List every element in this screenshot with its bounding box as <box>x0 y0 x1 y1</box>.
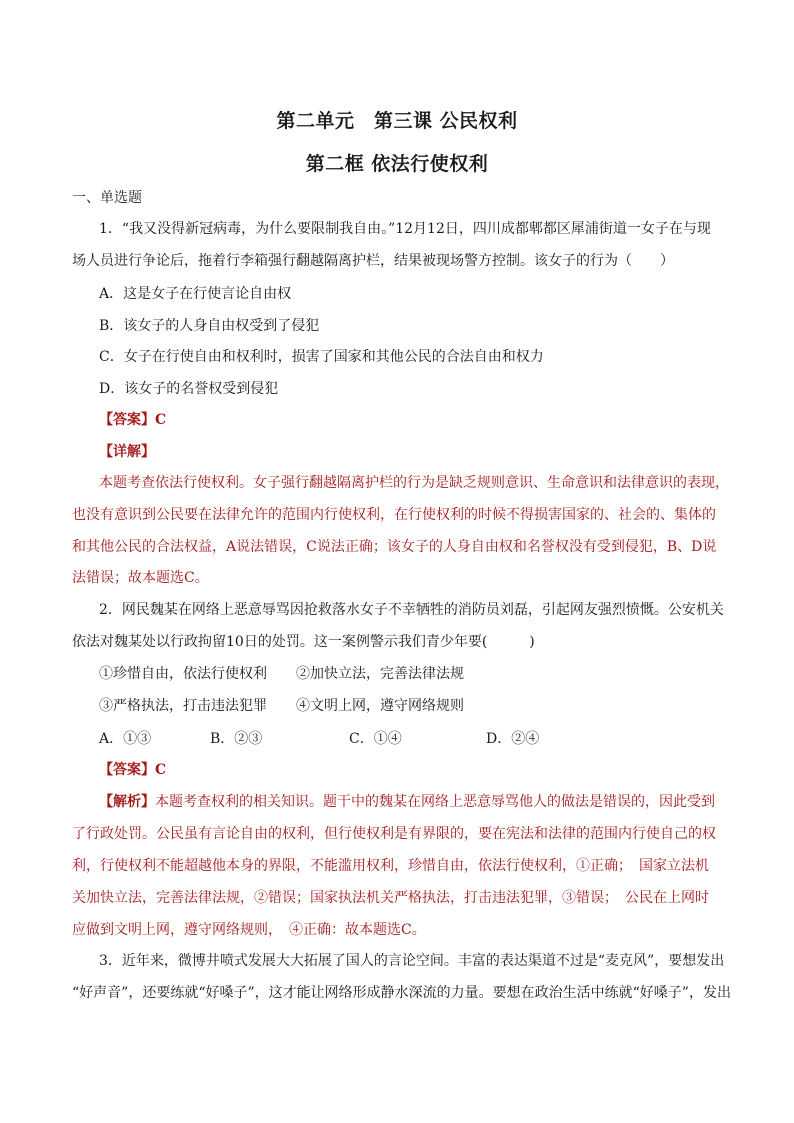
q1-detail-label: 【详解】 <box>99 444 155 460</box>
q2-answer: 【答案】C <box>99 762 167 778</box>
q3-stem-line: 3．近年来，微博井喷式发展大大拓展了国人的言论空间。丰富的表达渠道不过是“麦克风”，要想发出 <box>99 953 725 969</box>
q2-item-1: ①珍惜自由，依法行使权利 <box>99 666 267 682</box>
q1-answer: 【答案】C <box>99 412 167 428</box>
q2-analysis-line: 本题考查权利的相关知识。题干中的魏某在网络上恶意辱骂他人的做法是错误的，因此受到 <box>155 794 715 810</box>
q2-analysis-label: 【解析】 <box>99 794 155 810</box>
q1-detail-line: 也没有意识到公民要在法律允许的范围内行使权利，在行使权利的时候不得损害国家的、社会的、集体的 <box>72 507 716 523</box>
q2-item-3: ③严格执法，打击违法犯罪 <box>99 698 267 714</box>
q2-analysis-line: 了行政处罚。公民虽有言论自由的权利，但行使权利是有界限的，要在宪法和法律的范围内行使自己的权 <box>72 826 716 842</box>
q2-item-4: ④文明上网，遵守网络规则 <box>296 698 464 714</box>
q2-stem-line: 依法对魏某处以行政拘留10日的处罚。这一案例警示我们青少年要( ) <box>72 634 535 650</box>
q2-choice-c: C．①④ <box>349 731 402 747</box>
q2-analysis-line: 应做到文明上网，遵守网络规则， ④正确：故本题选C。 <box>72 922 426 938</box>
q2-stem-line: 2．网民魏某在网络上恶意辱骂因抢救落水女子不幸牺牲的消防员刘磊，引起网友强烈愤慨。公安机关 <box>99 602 724 618</box>
q1-option-d: D．该女子的名誉权受到侵犯 <box>99 381 279 397</box>
q2-item-2: ②加快立法，完善法律法规 <box>296 666 464 682</box>
q2-analysis-line: 利，行使权利不能超越他本身的界限，不能滥用权利，珍惜自由，依法行使权利，①正确； 国家立法机 <box>72 858 709 874</box>
unit-title: 第二单元 第三课 公民权利 <box>276 110 518 132</box>
q2-choice-d: D．②④ <box>486 731 540 747</box>
q3-stem-line: “好声音”，还要练就“好嗓子”，这才能让网络形成静水深流的力量。要想在政治生活中练就“好嗓子”，发出 <box>72 985 731 1001</box>
q1-option-b: B．该女子的人身自由权受到了侵犯 <box>99 318 320 334</box>
section-heading: 一、单选题 <box>72 190 142 206</box>
q2-analysis-first-line <box>99 792 732 812</box>
q1-detail-line: 本题考查依法行使权利。女子强行翻越隔离护栏的行为是缺乏规则意识、生命意识和法律意识的表现， <box>99 475 729 491</box>
q2-choice-b: B．②③ <box>210 731 263 747</box>
q1-detail-line: 和其他公民的合法权益，A说法错误，C说法正确；该女子的人身自由权和名誉权没有受到侵犯，B、D说 <box>72 539 717 555</box>
lesson-title: 第二框 依法行使权利 <box>305 153 489 175</box>
q1-option-a: A．这是女子在行使言论自由权 <box>99 286 292 302</box>
q1-option-c: C．女子在行使自由和权利时，损害了国家和其他公民的合法自由和权力 <box>99 349 544 365</box>
q1-detail-line: 法错误；故本题选C。 <box>72 570 209 586</box>
q1-stem-line: 场人员进行争论后，拖着行李箱强行翻越隔离护栏，结果被现场警方控制。该女子的行为（ ） <box>72 253 674 269</box>
q1-stem-line: 1．“我又没得新冠病毒，为什么要限制我自由。”12月12日，四川成都郫都区犀浦街道一女子在与现 <box>99 221 711 237</box>
q2-choice-a: A．①③ <box>99 731 152 747</box>
q2-analysis-line: 关加快立法，完善法律法规，②错误；国家执法机关严格执法，打击违法犯罪，③错误； 公民在上网时 <box>72 890 709 906</box>
